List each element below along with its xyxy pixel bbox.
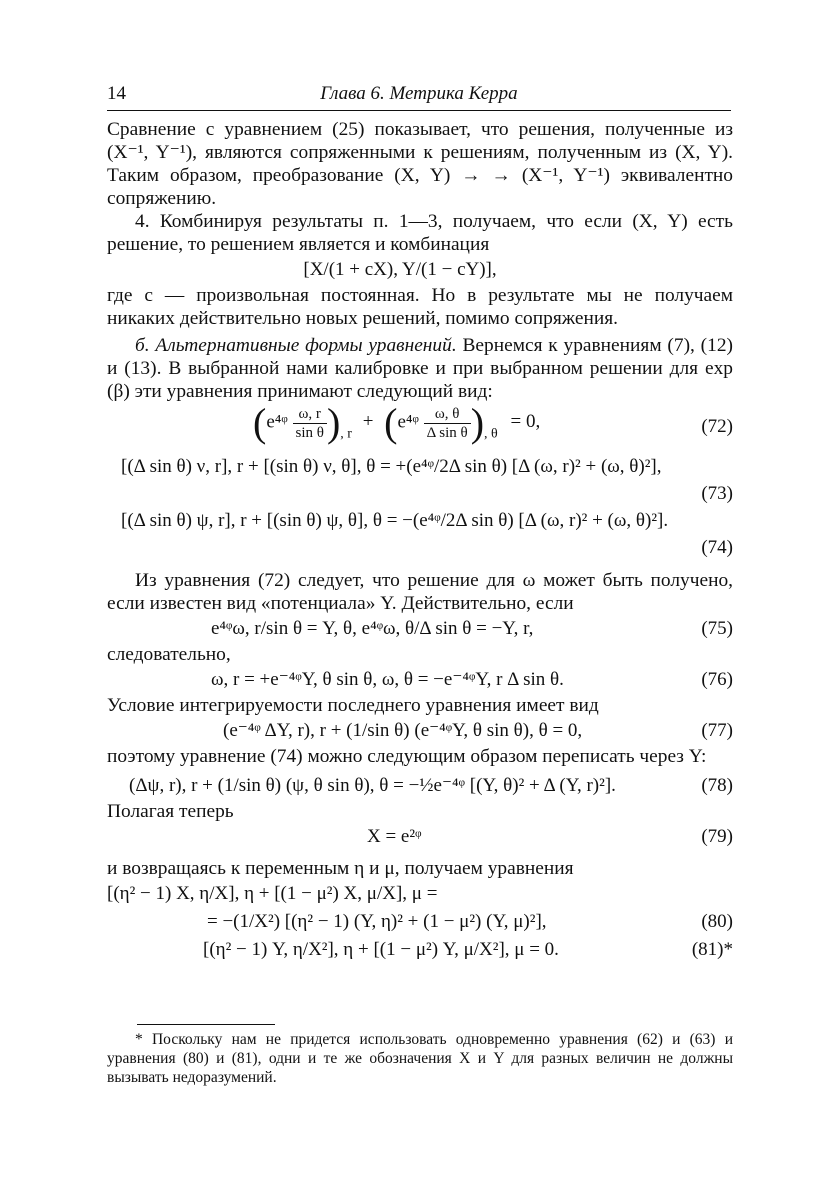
equals-zero: = 0, bbox=[510, 411, 541, 433]
equation-text: [(η² − 1) Y, η/X²], η + [(1 − μ²) Y, μ/X²], μ = 0. bbox=[203, 939, 559, 960]
equation-number: (79) bbox=[701, 826, 733, 847]
equation-combination bbox=[107, 256, 733, 284]
page-number: 14 bbox=[107, 83, 126, 104]
footnote-rule bbox=[137, 1024, 275, 1025]
equation-number: (77) bbox=[701, 720, 733, 741]
running-head: Глава 6. Метрика Керра bbox=[320, 83, 518, 104]
exp-term: e⁴ᵠ bbox=[397, 411, 419, 433]
equation-text: [(η² − 1) X, η/X], η + [(1 − μ²) X, μ/X], μ = bbox=[107, 883, 438, 904]
fraction-denominator: sin θ bbox=[295, 424, 324, 441]
fraction-numerator: ω, θ bbox=[424, 405, 471, 424]
equation-80-line1 bbox=[107, 880, 733, 908]
paragraph-constant: где c — произвольная постоянная. Но в результате мы не получаем никаких действительно новых решений, помимо сопряжения. bbox=[107, 285, 733, 329]
paragraph-combination: 4. Комбинируя результаты п. 1—3, получаем, что если (X, Y) есть решение, то решением является и комбинация bbox=[107, 211, 733, 255]
main-text bbox=[107, 118, 733, 964]
equation-number: (74) bbox=[701, 537, 733, 558]
left-paren: ( bbox=[384, 400, 398, 445]
exp-term: e⁴ᵠ bbox=[266, 411, 288, 433]
equation-text: [X/(1 + cX), Y/(1 − cY)], bbox=[303, 259, 497, 280]
plus-sign: + bbox=[362, 411, 374, 433]
equation-73 bbox=[107, 453, 733, 481]
paragraph-variables: и возвращаясь к переменным η и μ, получаем уравнения bbox=[107, 858, 574, 879]
right-paren: ) bbox=[326, 400, 341, 445]
equation-75 bbox=[107, 615, 733, 643]
derivative-subscript: , r bbox=[340, 426, 352, 442]
equation-number: (75) bbox=[701, 618, 733, 639]
equation-number: (78) bbox=[701, 775, 733, 796]
equation-number: (73) bbox=[701, 483, 733, 504]
left-paren: ( bbox=[253, 400, 267, 445]
equation-number: (80) bbox=[701, 911, 733, 932]
equation-text: ω, r = +e⁻⁴ᵠY, θ sin θ, ω, θ = −e⁻⁴ᵠY, r Δ sin θ. bbox=[211, 669, 564, 690]
equation-number: (76) bbox=[701, 669, 733, 690]
equation-text: (e⁻⁴ᵠ ΔY, r), r + (1/sin θ) (e⁻⁴ᵠY, θ sin θ), θ = 0, bbox=[223, 720, 583, 741]
paragraph-alternative-forms bbox=[107, 334, 733, 403]
equation-79 bbox=[107, 823, 733, 851]
equation-81 bbox=[107, 936, 733, 964]
paragraph-potential: Из уравнения (72) следует, что решение для ω может быть получено, если известен вид «потенциала» Y. Действительно, если bbox=[107, 570, 733, 614]
header-rule bbox=[107, 110, 731, 111]
derivative-subscript: , θ bbox=[484, 426, 498, 442]
fraction-numerator: ω, r bbox=[293, 405, 327, 424]
equation-text: = −(1/X²) [(η² − 1) (Y, η)² + (1 − μ²) (Y, μ)²], bbox=[207, 911, 547, 932]
section-heading: б. Альтернативные формы уравнений. bbox=[135, 335, 457, 356]
fraction-omega-r bbox=[293, 405, 327, 442]
paragraph-rewrite: поэтому уравнение (74) можно следующим образом переписать через Y: bbox=[107, 746, 707, 767]
equation-text: X = e²ᵠ bbox=[367, 826, 422, 847]
equation-text: [(Δ sin θ) ν, r], r + [(sin θ) ν, θ], θ = +(e⁴ᵠ/2Δ sin θ) [Δ (ω, r)² + (ω, θ)²], bbox=[121, 456, 662, 477]
integrability-condition-line: Условие интегрируемости последнего уравнения имеет вид bbox=[107, 695, 599, 716]
equation-72-formula bbox=[253, 400, 541, 448]
equation-76 bbox=[107, 666, 733, 694]
page-header bbox=[107, 83, 731, 107]
right-paren: ) bbox=[470, 400, 485, 445]
equation-72 bbox=[107, 400, 733, 453]
fraction-denominator: Δ sin θ bbox=[426, 424, 468, 441]
paragraph-conjugation: Сравнение с уравнением (25) показывает, что решения, полученные из (X⁻¹, Y⁻¹), являются сопряженными к решениям, полученным из (X, Y). Таким образом, преобразование (X, Y) → → (X⁻¹, Y⁻¹) эквивалентно сопряжению. bbox=[107, 119, 733, 209]
equation-74 bbox=[107, 507, 733, 535]
word-setting: Полагая теперь bbox=[107, 801, 234, 822]
word-therefore: следовательно, bbox=[107, 644, 231, 665]
equation-80-line2 bbox=[107, 908, 733, 936]
footnote: * Поскольку нам не придется использовать одновременно уравнения (62) и (63) и уравнения (80) и (81), одни и те же обозначения X и Y для разных величин не должны вызывать недоразумений. bbox=[107, 1031, 733, 1086]
equation-text: e⁴ᵠω, r/sin θ = Y, θ, e⁴ᵠω, θ/Δ sin θ = −Y, r, bbox=[211, 618, 534, 639]
equation-number: (81)* bbox=[691, 939, 733, 960]
equation-text: [(Δ sin θ) ψ, r], r + [(sin θ) ψ, θ], θ = −(e⁴ᵠ/2Δ sin θ) [Δ (ω, r)² + (ω, θ)²]. bbox=[121, 510, 669, 531]
equation-number: (72) bbox=[701, 416, 733, 437]
equation-77 bbox=[107, 717, 733, 745]
section-text: Вернемся к уравнениям (7), (12) и (13). В выбранной нами калибровке и при выбранном решении для exp (β) эти уравнения принимают следующий вид: bbox=[107, 335, 733, 402]
fraction-omega-theta bbox=[424, 405, 471, 442]
equation-78 bbox=[107, 772, 733, 800]
equation-text: (Δψ, r), r + (1/sin θ) (ψ, θ sin θ), θ = −½e⁻⁴ᵠ [(Y, θ)² + Δ (Y, r)²]. bbox=[129, 775, 616, 796]
